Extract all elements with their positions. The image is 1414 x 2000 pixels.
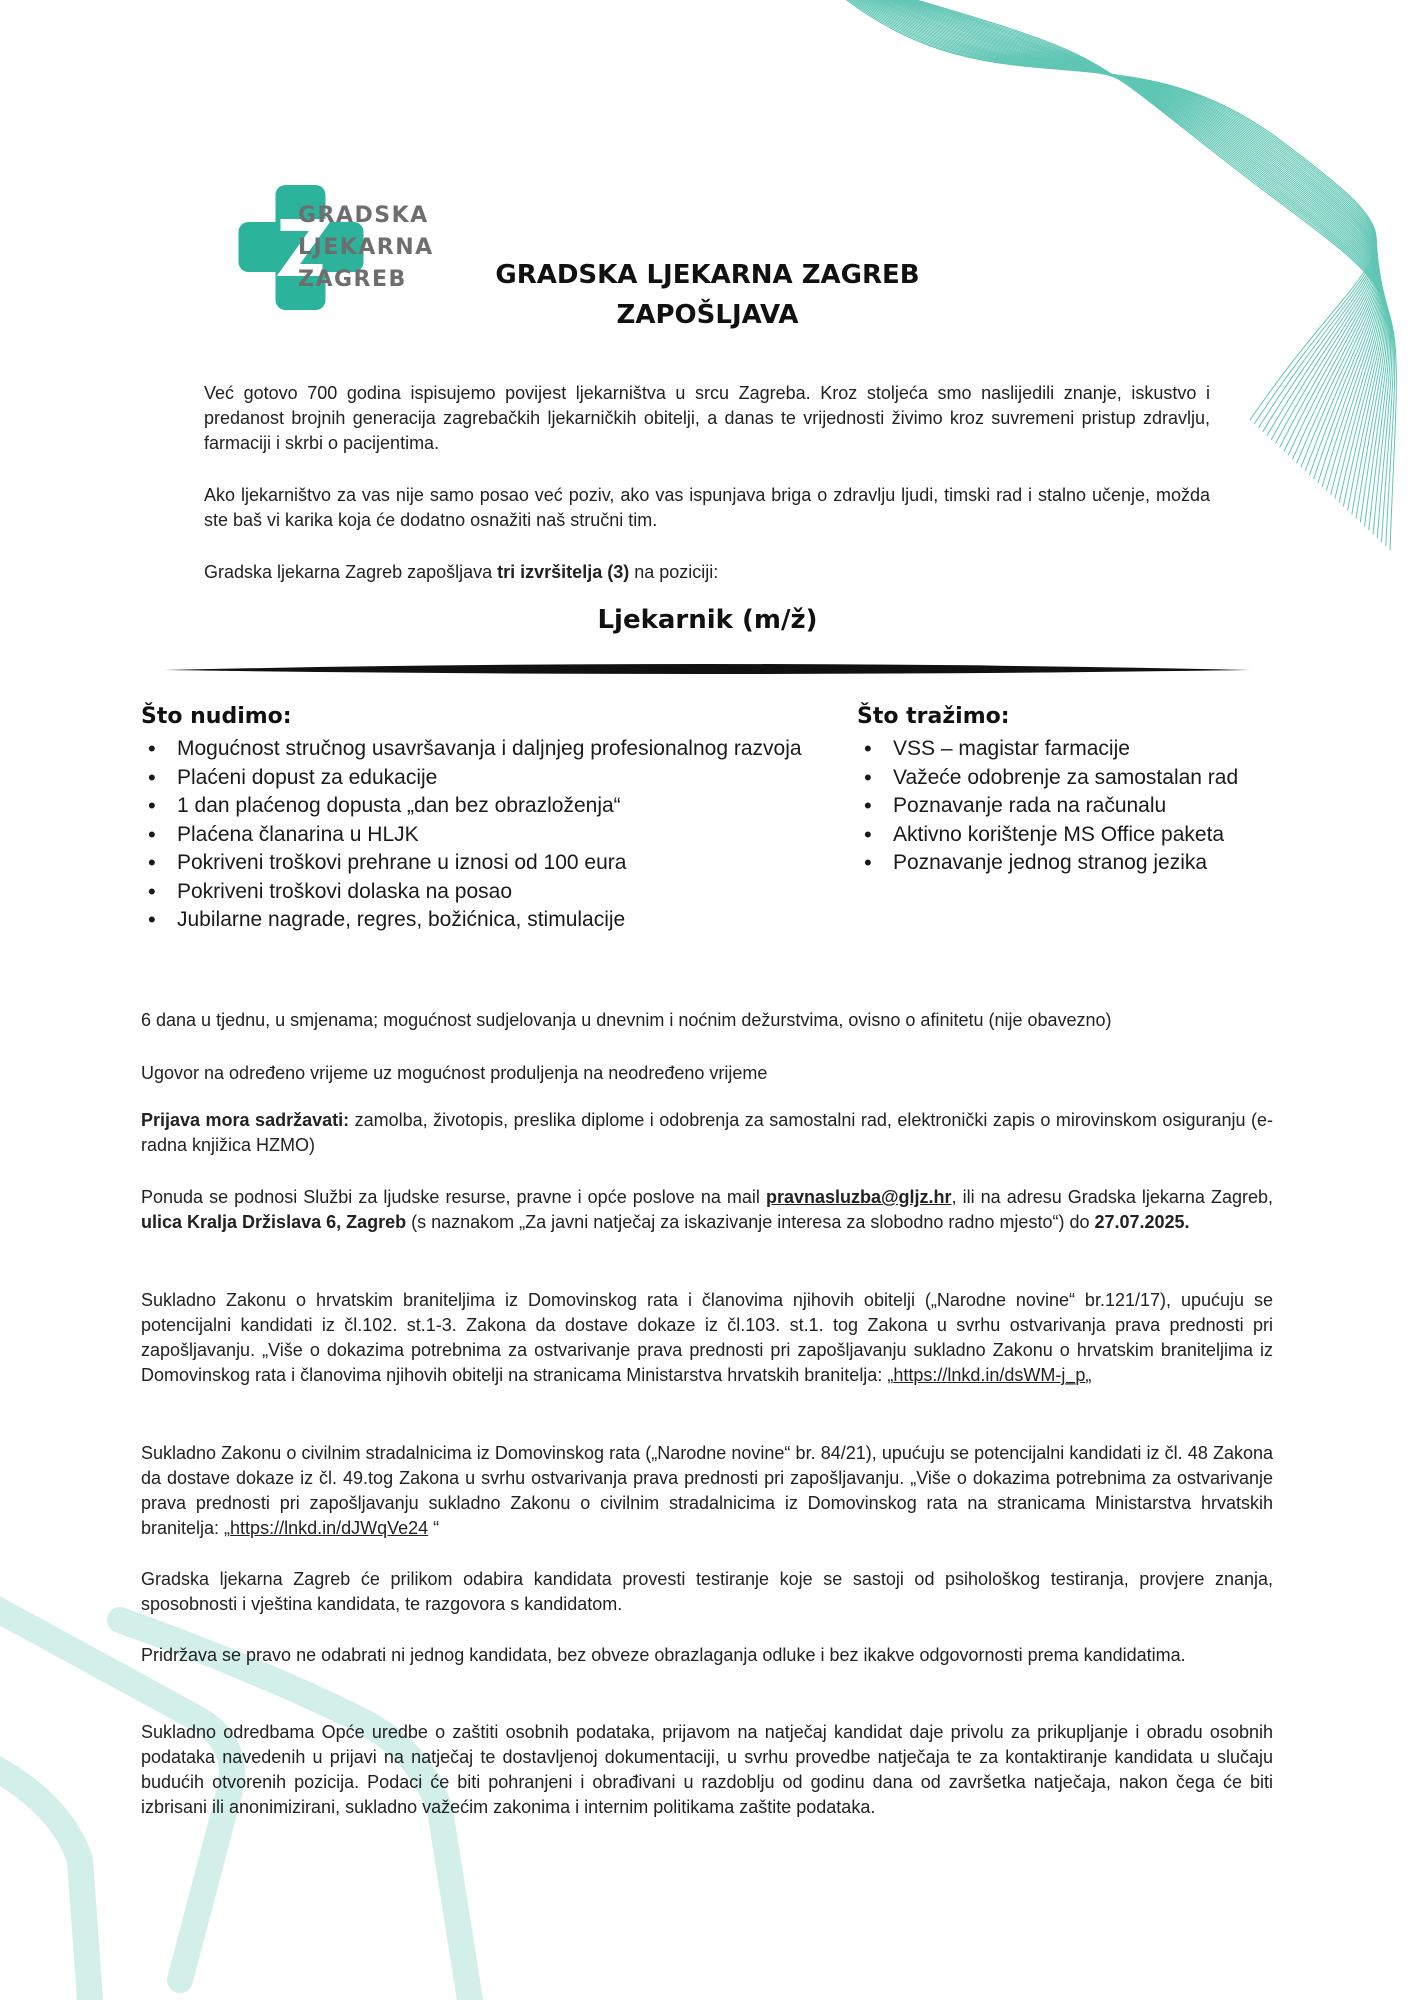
civil-quote-end: “ — [428, 1518, 440, 1538]
submission-paragraph — [141, 1185, 1273, 1235]
title-line-1: GRADSKA LJEKARNA ZAGREB — [495, 260, 920, 290]
positions-count: tri izvršitelja (3) — [497, 562, 630, 582]
list-item: • 1 dan plaćenog dopusta „dan bez obrazloženja“ — [141, 792, 802, 821]
intro-paragraph-positions — [204, 560, 1210, 585]
list-item: • Važeće odobrenje za samostalan rad — [857, 764, 1238, 793]
contract-paragraph: Ugovor na određeno vrijeme uz mogućnost produljenja na neodređeno vrijeme — [141, 1063, 768, 1083]
list-item: • VSS – magistar farmacije — [857, 735, 1238, 764]
wave-line — [849, 0, 1377, 440]
offer-list — [141, 735, 802, 935]
veterans-quote-end: „ — [1085, 1365, 1092, 1385]
civil-victims-paragraph — [141, 1441, 1273, 1541]
requirements-heading: Što tražimo: — [857, 704, 1010, 729]
logo-line-2: LJEKARNA — [298, 235, 434, 260]
wave-line — [842, 0, 1377, 424]
logo-line-3: ZAGREB — [298, 267, 407, 292]
intro-paragraph-calling: Ako ljekarništvo za vas nije samo posao već poziv, ako vas ispunjava briga o zdravlju ljudi, timski rad i stalno učenje, možda ste baš vi karika koja će dodatno osnažiti naš stručni tim. — [204, 485, 1210, 530]
requirements-list — [857, 735, 1238, 878]
intro-paragraph-history: Već gotovo 700 godina ispisujemo povijest ljekarništva u srcu Zagreba. Kroz stoljeća smo naslijedili znanje, iskustvo i predanost brojnih generacija zagrebačkih ljekarničkih obitelji, a danas te vrijednosti živimo kroz suvremeni pristup zdravlju, farmaciji i skrbi o pacijentima. — [204, 383, 1210, 453]
list-item: • Mogućnost stručnog usavršavanja i daljnjeg profesionalnog razvoja — [141, 735, 802, 764]
logo-line-1: GRADSKA — [298, 203, 429, 228]
application-label: Prijava mora sadržavati: — [141, 1110, 350, 1130]
section-divider — [165, 660, 1250, 680]
list-item: • Pokriveni troškovi prehrane u iznosi od 100 eura — [141, 849, 802, 878]
page-title — [400, 255, 1015, 335]
list-item: • Plaćeni dopust za edukacije — [141, 764, 802, 793]
position-title: Ljekarnik (m/ž) — [597, 605, 818, 635]
veterans-paragraph — [141, 1288, 1273, 1388]
title-line-2: ZAPOŠLJAVA — [616, 300, 799, 330]
gdpr-paragraph: Sukladno odredbama Opće uredbe o zaštiti osobnih podataka, prijavom na natječaj kandidat daje privolu za prikupljanje i obradu osobnih podataka navedenih u prijavi na natječaj te dostavljenoj dokumentaciji, u svrhu provedbe natječaja te za kontaktiranje kandidata u slučaju budućih otvorenih pozicija. Podaci će biti pohranjeni i obrađivani u razdoblju od godinu dana od završetka natječaja, nakon čega će biti izbrisani ili anonimizirani, sukladno važećim zakonima i internim politikama zaštite podataka. — [141, 1722, 1273, 1817]
schedule-paragraph: 6 dana u tjednu, u smjenama; mogućnost sudjelovanja u dnevnim i noćnim dežurstvima, ovisno o afinitetu (nije obavezno) — [141, 1010, 1112, 1030]
civil-link[interactable]: https://lnkd.in/dJWqVe24 — [230, 1518, 429, 1538]
submission-text-mid: , ili na adresu Gradska ljekarna Zagreb, — [951, 1187, 1273, 1207]
list-item: • Poznavanje jednog stranog jezika — [857, 849, 1238, 878]
testing-paragraph: Gradska ljekarna Zagreb će prilikom odabira kandidata provesti testiranje koje se sastoji od psihološkog testiranja, provjere znanja, sposobnosti i vještina kandidata, te razgovora s kandidatom. — [141, 1569, 1273, 1614]
list-item: • Pokriveni troškovi dolaska na posao — [141, 878, 802, 907]
civil-text: Sukladno Zakonu o civilnim stradalnicima iz Domovinskog rata („Narodne novine“ br. 84/21), upućuju se potencijalni kandidati iz čl. 48 Zakona da dostave dokaze iz čl. 49.tog Zakona u svrhu ostvarivanja prava prednosti pri zapošljavanju. „Više o dokazima potrebnima za ostvarivanje prava prednosti pri zapošljavanju sukladno Zakonu o civilnim stradalnicima iz Domovinskog rata na stranicama Ministarstva hrvatskih branitelja: „ — [141, 1443, 1273, 1538]
submission-text-pre: Ponuda se podnosi Službi za ljudske resurse, pravne i opće poslove na mail — [141, 1187, 766, 1207]
offer-heading: Što nudimo: — [141, 704, 292, 729]
list-item: • Aktivno korištenje MS Office paketa — [857, 821, 1238, 850]
veterans-text: Sukladno Zakonu o hrvatskim braniteljima iz Domovinskog rata i članovima njihovih obitelji („Narodne novine“ br.121/17), upućuju se potencijalni kandidati iz čl.102. st.1-3. Zakona da dostave dokaze iz čl.103. st.1. tog Zakona u svrhu ostvarivanja prava prednosti pri zapošljavanju. „Više o dokazima potrebnima za ostvarivanje prava prednosti pri zapošljavanju sukladno Zakonu o hrvatskim braniteljima iz Domovinskog rata i članovima njihovih obitelji na stranicama Ministarstva hrvatskih branitelja: „ — [141, 1290, 1273, 1385]
positions-text-pre: Gradska ljekarna Zagreb zapošljava — [204, 562, 498, 582]
wave-line — [840, 0, 1376, 420]
list-item: • Jubilarne nagrade, regres, božićnica, stimulacije — [141, 906, 802, 935]
list-item: • Plaćena članarina u HLJK — [141, 821, 802, 850]
submission-text-mid2: (s naznakom „Za javni natječaj za iskazivanje interesa za slobodno radno mjesto“) do — [406, 1212, 1095, 1232]
email-link[interactable]: pravnasluzba@gljz.hr — [765, 1187, 952, 1207]
reservation-paragraph: Pridržava se pravo ne odabrati ni jednog kandidata, bez obveze obrazlaganja odluke i bez ikakve odgovornosti prema kandidatima. — [141, 1645, 1186, 1665]
list-item: • Poznavanje rada na računalu — [857, 792, 1238, 821]
application-text: zamolba, životopis, preslika diplome i odobrenja za samostalni rad, elektronički zapis o mirovinskom osiguranju (e-radna knjižica HZMO) — [141, 1110, 1273, 1155]
veterans-link[interactable]: https://lnkd.in/dsWM-j_p — [893, 1365, 1086, 1385]
submission-deadline: 27.07.2025. — [1094, 1212, 1190, 1232]
positions-text-post: na poziciji: — [629, 562, 719, 582]
submission-address: ulica Kralja Držislava 6, Zagreb — [141, 1212, 407, 1232]
application-paragraph — [141, 1108, 1273, 1158]
